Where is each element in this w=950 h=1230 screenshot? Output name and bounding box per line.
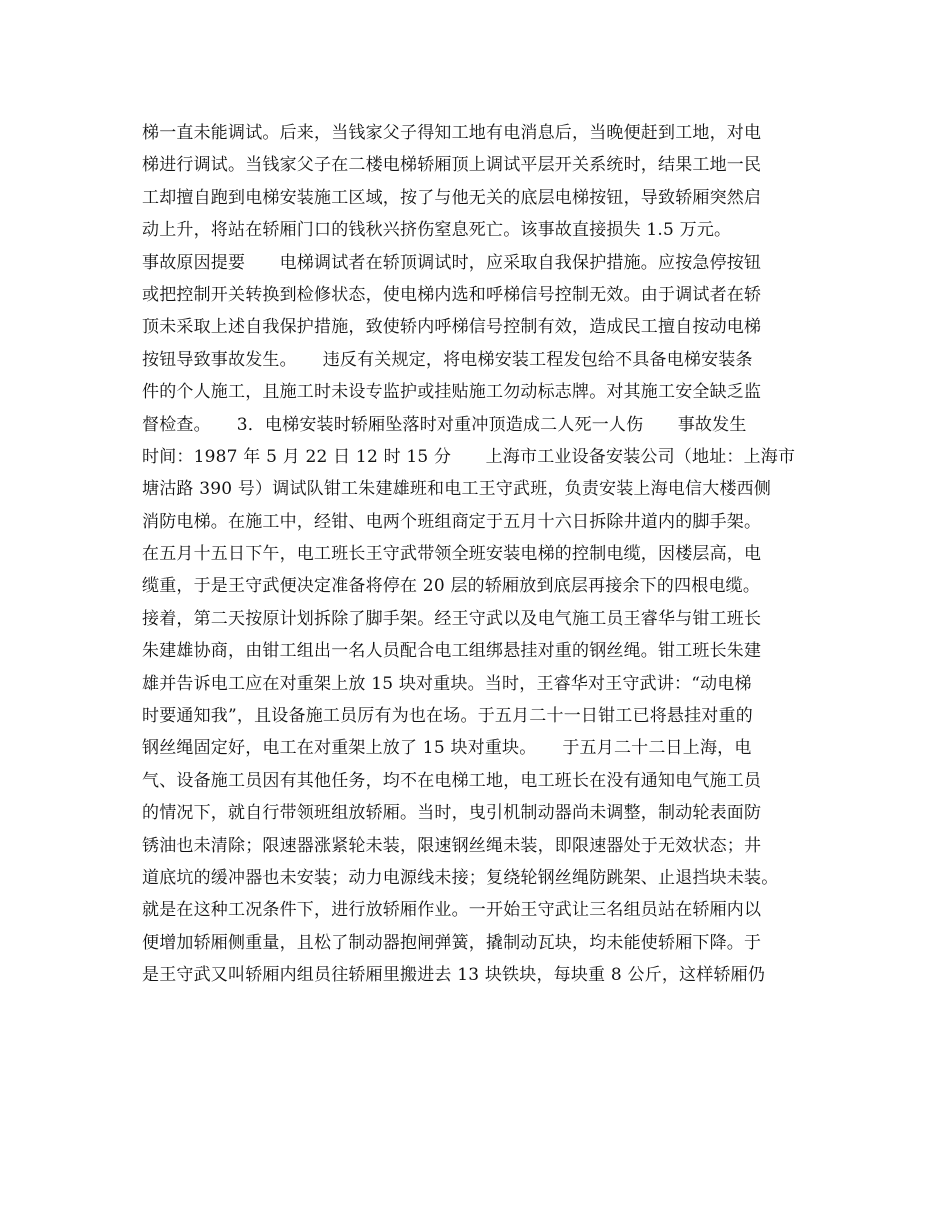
text-line: 在五月十五日下午，电工班长王守武带领全班安装电梯的控制电缆，因楼层高，电 xyxy=(142,544,762,565)
text-line: 雄并告诉电工应在对重架上放 15 块对重块。当时，王睿华对王守武讲：“动电梯 xyxy=(142,673,752,694)
text-line: 便增加轿厢侧重量，且松了制动器抱闸弹簧，撬制动瓦块，均未能使轿厢下降。于 xyxy=(142,932,762,953)
text-line: 工却擅自跑到电梯安装施工区域，按了与他无关的底层电梯按钮，导致轿厢突然启 xyxy=(142,187,762,208)
text-line: 或把控制开关转换到检修状态，使电梯内选和呼梯信号控制无效。由于调试者在轿 xyxy=(142,284,762,305)
text-line: 塘沽路 390 号）调试队钳工朱建雄班和电工王守武班，负责安装上海电信大楼西侧 xyxy=(142,479,772,500)
text-line: 钢丝绳固定好，电工在对重架上放了 15 块对重块。 于五月二十二日上海，电 xyxy=(142,738,752,759)
text-line: 时要通知我”，且设备施工员厉有为也在场。于五月二十一日钳工已将悬挂对重的 xyxy=(142,706,753,727)
text-line: 锈油也未清除；限速器涨紧轮未装，限速钢丝绳未装，即限速器处于无效状态；井 xyxy=(142,835,762,856)
text-line: 事故原因提要 电梯调试者在轿顶调试时，应采取自我保护措施。应按急停按钮 xyxy=(142,252,762,273)
text-line: 接着，第二天按原计划拆除了脚手架。经王守武以及电气施工员王睿华与钳工班长 xyxy=(142,608,762,629)
text-line: 按钮导致事故发生。 违反有关规定，将电梯安装工程发包给不具备电梯安装条 xyxy=(142,349,753,370)
text-line: 梯一直未能调试。后来，当钱家父子得知工地有电消息后，当晚便赶到工地，对电 xyxy=(142,123,762,143)
text-line: 督检查。 3．电梯安装时轿厢坠落时对重冲顶造成二人死一人伤 事故发生 xyxy=(142,414,747,435)
text-line: 梯进行调试。当钱家父子在二楼电梯轿厢顶上调试平层开关系统时，结果工地一民 xyxy=(142,155,762,176)
text-line: 缆重，于是王守武便决定准备将停在 20 层的轿厢放到底层再接余下的四根电缆。 xyxy=(142,576,761,597)
text-line: 动上升，将站在轿厢门口的钱秋兴挤伤窒息死亡。该事故直接损失 1.5 万元。 xyxy=(142,220,732,241)
text-line: 件的个人施工，且施工时未设专监护或挂贴施工勿动标志牌。对其施工安全缺乏监 xyxy=(142,382,762,403)
text-line: 朱建雄协商，由钳工组出一名人员配合电工组绑悬挂对重的钢丝绳。钳工班长朱建 xyxy=(142,641,762,662)
text-line: 的情况下，就自行带领班组放轿厢。当时，曳引机制动器尚未调整，制动轮表面防 xyxy=(142,803,762,824)
text-line: 顶未采取上述自我保护措施，致使轿内呼梯信号控制有效，造成民工擅自按动电梯 xyxy=(142,317,762,338)
text-line: 道底坑的缓冲器也未安装；动力电源线未接；复绕轮钢丝绳防跳架、止退挡块未装。 xyxy=(142,867,779,888)
text-line: 就是在这种工况条件下，进行放轿厢作业。一开始王守武让三名组员站在轿厢内以 xyxy=(142,900,762,921)
body-text xyxy=(142,117,832,992)
text-line: 消防电梯。在施工中，经钳、电两个班组商定于五月十六日拆除井道内的脚手架。 xyxy=(142,511,762,532)
text-line: 时间：1987 年 5 月 22 日 12 时 15 分 上海市工业设备安装公司（地址：上海市 xyxy=(142,446,796,467)
text-line: 是王守武又叫轿厢内组员往轿厢里搬进去 13 块铁块，每块重 8 公斤，这样轿厢仍 xyxy=(142,965,766,986)
text-line: 气、设备施工员因有其他任务，均不在电梯工地，电工班长在没有通知电气施工员 xyxy=(142,770,762,791)
